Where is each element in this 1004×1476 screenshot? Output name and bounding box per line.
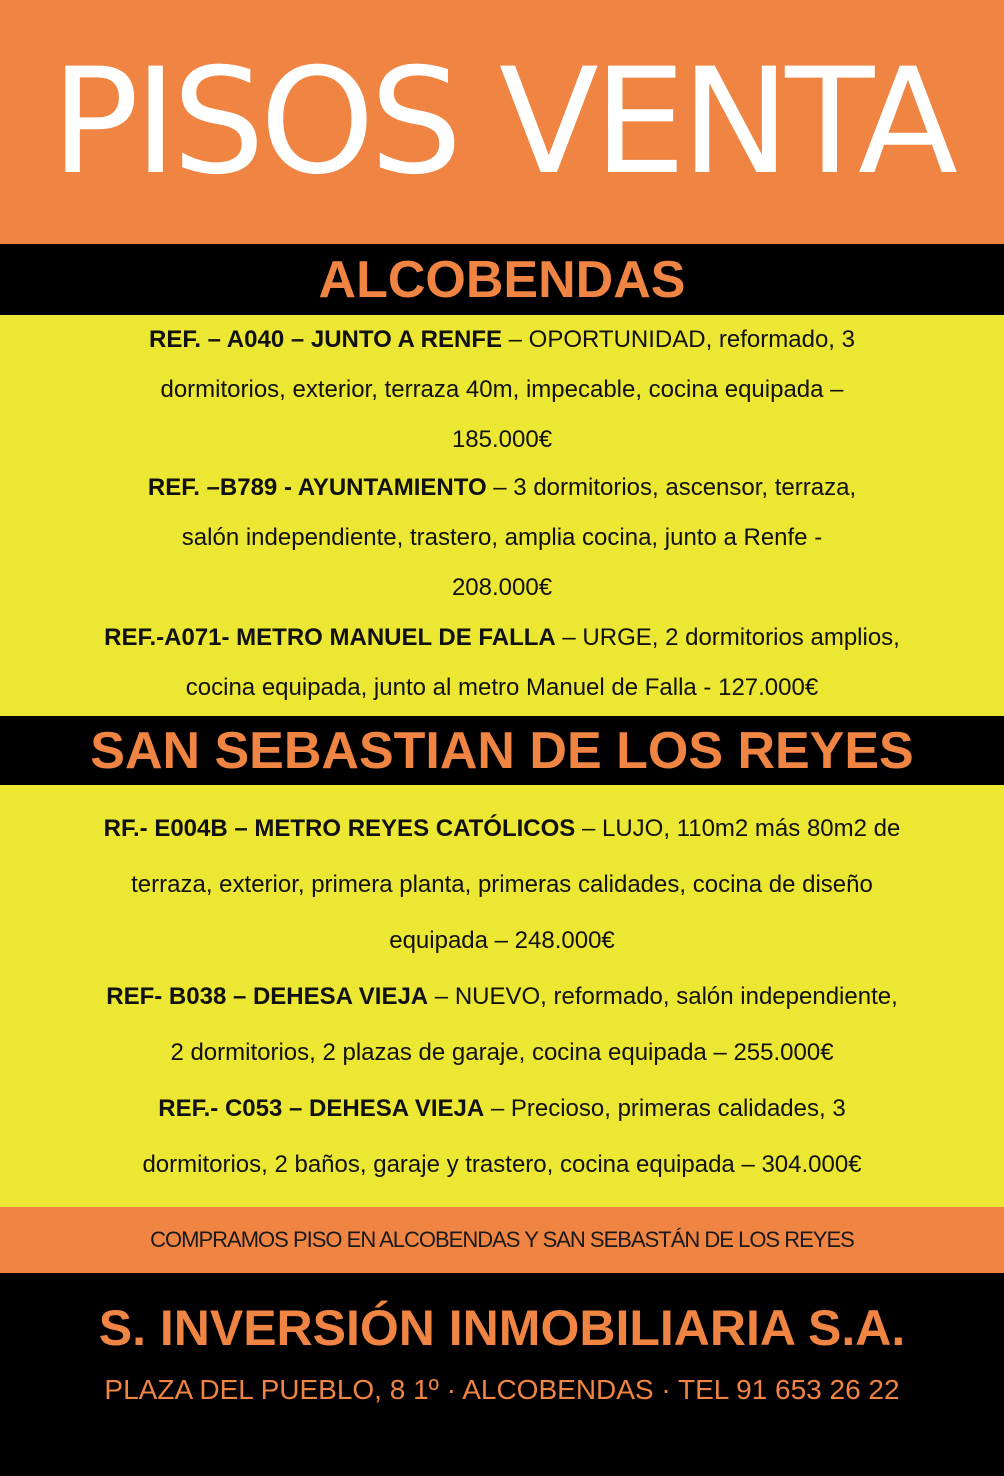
listing-text: terraza, exterior, primera planta, primeras calidades, cocina de diseño (131, 871, 873, 898)
listing-ref: REF. – A040 – JUNTO A RENFE (149, 326, 502, 353)
listings-alcobendas (0, 315, 1004, 716)
page-title: PISOS VENTA (51, 37, 953, 207)
section-header-san-sebastian (0, 716, 1004, 785)
listing-text: – 3 dormitorios, ascensor, terraza, (486, 474, 857, 501)
listing-item (0, 801, 1004, 969)
section-title: SAN SEBASTIAN DE LOS REYES (90, 721, 914, 780)
listing-item (0, 969, 1004, 1081)
listing-text: – OPORTUNIDAD, reformado, 3 (502, 326, 855, 353)
listing-item (0, 613, 1004, 713)
buy-notice-strip (0, 1207, 1004, 1273)
listing-text: – LUJO, 110m2 más 80m2 de (575, 815, 901, 842)
listing-ref: REF.- C053 – DEHESA VIEJA (158, 1095, 485, 1122)
buy-notice: COMPRAMOS PISO EN ALCOBENDAS Y SAN SEBASTÁN DE LOS REYES (150, 1227, 854, 1252)
listing-price: 185.000€ (451, 426, 553, 453)
listing-price: 208.000€ (451, 574, 553, 601)
listing-ref: REF. –B789 - AYUNTAMIENTO (147, 474, 487, 501)
listing-item (0, 1081, 1004, 1193)
listing-text: cocina equipada, junto al metro Manuel de Falla - 127.000€ (185, 674, 819, 701)
listing-ref: REF.-A071- METRO MANUEL DE FALLA (104, 624, 556, 651)
listings-san-sebastian (0, 785, 1004, 1207)
listing-item (0, 463, 1004, 613)
listing-price: equipada – 248.000€ (389, 927, 615, 954)
company-name: S. INVERSIÓN INMOBILIARIA S.A. (98, 1300, 906, 1356)
listing-text: – URGE, 2 dormitorios amplios, (555, 624, 900, 651)
listing-ref: RF.- E004B – METRO REYES CATÓLICOS (103, 815, 576, 842)
header-banner (0, 0, 1004, 244)
listing-text: – Precioso, primeras calidades, 3 (484, 1095, 846, 1122)
listing-text: dormitorios, 2 baños, garaje y trastero, cocina equipada – 304.000€ (142, 1151, 862, 1178)
company-address: PLAZA DEL PUEBLO, 8 1º · ALCOBENDAS · TEL 91 653 26 22 (104, 1374, 900, 1405)
listing-text: dormitorios, exterior, terraza 40m, impecable, cocina equipada – (160, 376, 844, 403)
listing-text: – NUEVO, reformado, salón independiente, (428, 983, 898, 1010)
section-header-alcobendas (0, 244, 1004, 315)
listing-text: 2 dormitorios, 2 plazas de garaje, cocina equipada – 255.000€ (170, 1039, 834, 1066)
listing-text: salón independiente, trastero, amplia cocina, junto a Renfe - (181, 524, 823, 551)
listing-ref: REF- B038 – DEHESA VIEJA (106, 983, 429, 1010)
section-title: ALCOBENDAS (318, 250, 686, 309)
listing-item (0, 315, 1004, 465)
